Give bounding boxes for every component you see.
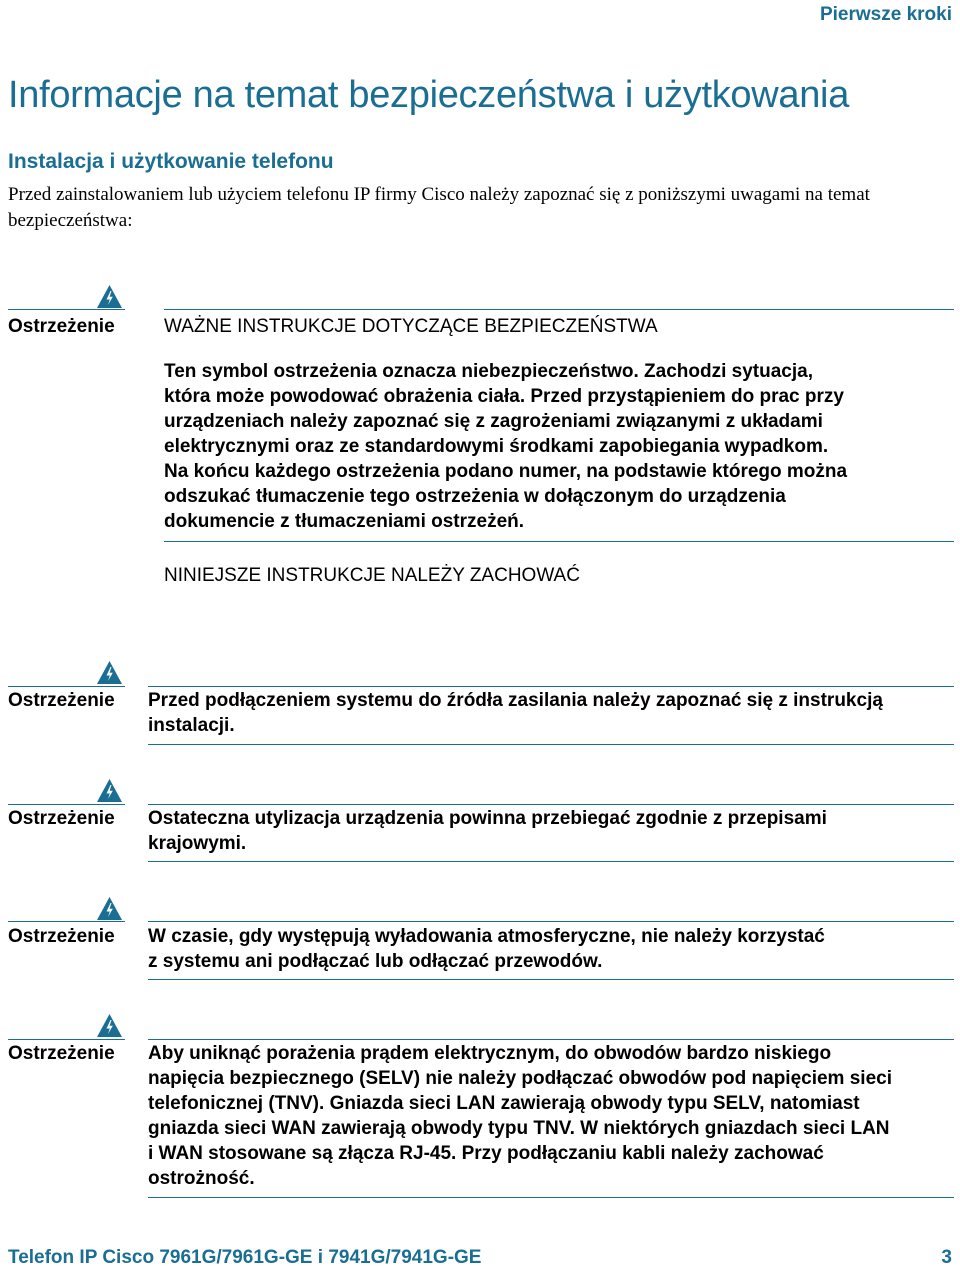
- section-heading: Instalacja i użytkowanie telefonu: [8, 150, 334, 173]
- warning-footer-note: NINIEJSZE INSTRUKCJE NALEŻY ZACHOWAĆ: [164, 565, 580, 586]
- warning-bottom-rule: [148, 861, 954, 862]
- warning-text-line: i WAN stosowane są złącza RJ-45. Przy podłączaniu kabli należy zachować: [148, 1143, 824, 1164]
- warning-text-line: Na końcu każdego ostrzeżenia podano numer, na podstawie którego można: [164, 461, 848, 482]
- warning-text-line: która może powodować obrażenia ciała. Przed przystąpieniem do prac przy: [164, 386, 844, 407]
- warning-body: [148, 924, 825, 974]
- warning-electric-icon: [96, 896, 123, 921]
- warning-top-rule: [148, 804, 954, 805]
- warning-text-line: urządzeniach należy zapoznać się z zagrożeniami związanymi z układami: [164, 411, 823, 432]
- warning-body: [148, 806, 827, 856]
- page-title: Informacje na temat bezpieczeństwa i użytkowania: [8, 74, 850, 116]
- intro-paragraph: Przed zainstalowaniem lub użyciem telefonu IP firmy Cisco należy zapoznać się z poniższymi uwagami na temat bezpieczeństwa:: [8, 184, 870, 231]
- warning-body: [148, 1041, 892, 1191]
- warning-text-line: napięcia bezpiecznego (SELV) nie należy podłączać obwodów pod napięciem sieci: [148, 1068, 892, 1089]
- footer-page-number: 3: [941, 1247, 952, 1268]
- warning-electric-icon: [96, 660, 123, 685]
- warning-top-rule: [148, 686, 954, 687]
- warning-label-rule: [8, 804, 125, 805]
- warning-top-rule: [148, 921, 954, 922]
- warning-text-line: Przed podłączeniem systemu do źródła zasilania należy zapoznać się z instrukcją: [148, 690, 883, 711]
- warning-text-line: z systemu ani podłączać lub odłączać przewodów.: [148, 951, 603, 972]
- warning-label: Ostrzeżenie: [8, 926, 115, 947]
- warning-text-line: telefonicznej (TNV). Gniazda sieci LAN zawierają obwody typu SELV, natomiast: [148, 1093, 860, 1114]
- warning-text-line: dokumencie z tłumaczeniami ostrzeżeń.: [164, 511, 525, 532]
- warning-text-line: instalacji.: [148, 715, 235, 736]
- footer-product-name: Telefon IP Cisco 7961G/7961G-GE i 7941G/7941G-GE: [8, 1247, 482, 1268]
- warning-text-line: Aby uniknąć porażenia prądem elektrycznym, do obwodów bardzo niskiego: [148, 1043, 832, 1064]
- running-head: Pierwsze kroki: [819, 4, 952, 25]
- warning-label: Ostrzeżenie: [8, 1043, 115, 1064]
- warning-label: Ostrzeżenie: [8, 690, 115, 711]
- warning-label: Ostrzeżenie: [8, 808, 115, 829]
- warning-label-rule: [8, 309, 125, 310]
- warning-top-rule: [164, 309, 954, 310]
- warning-label: Ostrzeżenie: [8, 316, 115, 337]
- warning-electric-icon: [96, 778, 123, 803]
- warning-text-line: Ostateczna utylizacja urządzenia powinna przebiegać zgodnie z przepisami: [148, 808, 827, 829]
- warning-label-rule: [8, 921, 125, 922]
- warning-electric-icon: [96, 284, 123, 309]
- warning-bottom-rule: [148, 744, 954, 745]
- warning-electric-icon: [96, 1013, 123, 1038]
- warning-bottom-rule: [148, 1197, 954, 1198]
- warning-text-line: gniazda sieci WAN zawierają obwody typu TNV. W niektórych gniazdach sieci LAN: [148, 1118, 890, 1139]
- warning-text-line: odszukać tłumaczenie tego ostrzeżenia w dołączonym do urządzenia: [164, 486, 786, 507]
- warning-text-line: elektrycznymi oraz ze standardowymi środkami zapobiegania wypadkom.: [164, 436, 829, 457]
- warning-body: [148, 688, 883, 738]
- warning-label-rule: [8, 1039, 125, 1040]
- warning-label-rule: [8, 686, 125, 687]
- warning-text-line: krajowymi.: [148, 833, 247, 854]
- warning-bottom-rule: [164, 541, 954, 542]
- warning-text-line: ostrożność.: [148, 1168, 255, 1189]
- warning-body: [164, 359, 847, 534]
- warning-text-line: Ten symbol ostrzeżenia oznacza niebezpieczeństwo. Zachodzi sytuacja,: [164, 361, 813, 382]
- warning-top-rule: [148, 1039, 954, 1040]
- warning-heading: WAŻNE INSTRUKCJE DOTYCZĄCE BEZPIECZEŃSTWA: [164, 316, 658, 337]
- warning-bottom-rule: [148, 979, 954, 980]
- warning-text-line: W czasie, gdy występują wyładowania atmosferyczne, nie należy korzystać: [148, 926, 825, 947]
